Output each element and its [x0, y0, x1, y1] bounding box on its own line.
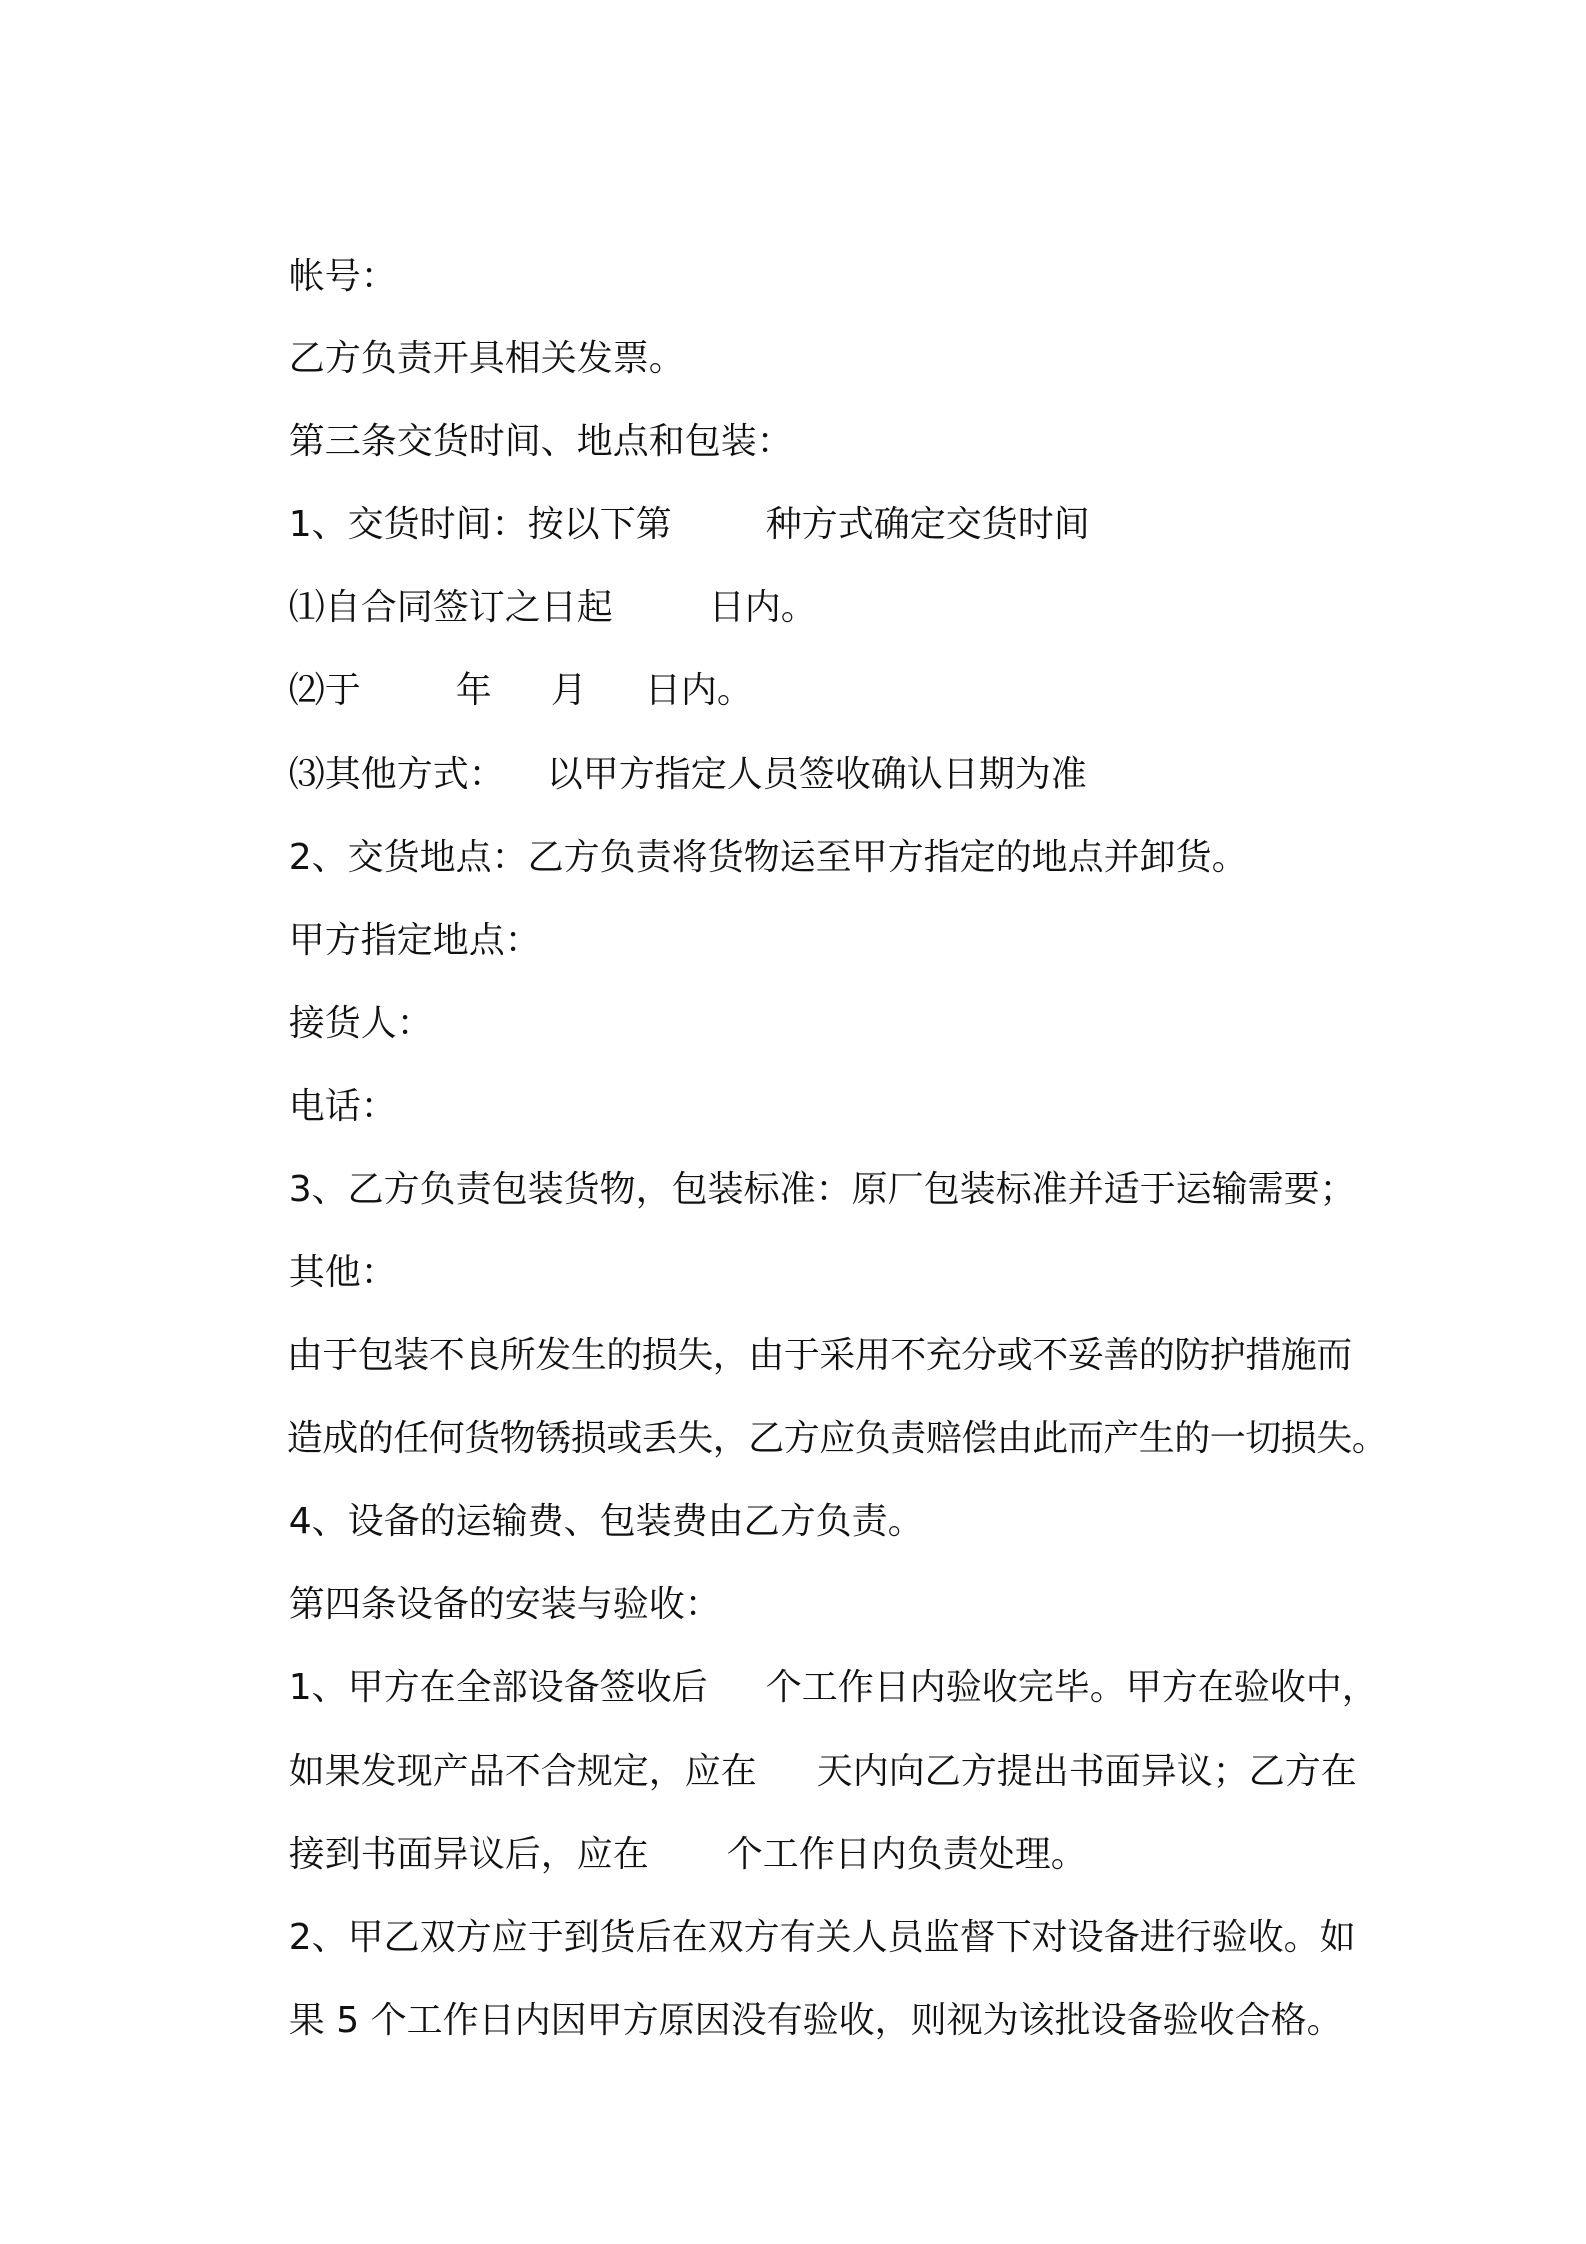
invoice-text: 乙方负责开具相关发票。: [288, 338, 685, 379]
receiver-label: 接货人：: [288, 1003, 433, 1044]
option-1-suffix: 日内。: [708, 587, 817, 628]
acceptance-3-prefix: 接到书面异议后，应在: [288, 1834, 649, 1875]
acceptance-1-prefix: 1、甲方在全部设备签收后: [288, 1667, 708, 1708]
option-3-prefix: ⑶其他方式：: [288, 754, 505, 795]
acceptance-2-prefix: 如果发现产品不合规定，应在: [288, 1751, 757, 1792]
delivery-time-suffix: 种方式确定交货时间: [765, 504, 1090, 545]
acceptance-1-suffix: 个工作日内验收完毕。甲方在验收中，: [765, 1667, 1378, 1708]
acceptance-2-suffix: 天内向乙方提出书面异议；乙方在: [816, 1751, 1357, 1792]
month-label: 月: [550, 670, 587, 711]
freight-text: 4、设备的运输费、包装费由乙方负责。: [288, 1501, 924, 1542]
option-2-suffix: 日内。: [644, 670, 753, 711]
delivery-time-prefix: 1、交货时间：按以下第: [288, 504, 672, 545]
acceptance-3-suffix: 个工作日内负责处理。: [726, 1834, 1087, 1875]
loss-text-1: 由于包装不良所发生的损失，由于采用不充分或不妥善的防护措施而: [286, 1335, 1352, 1376]
inspection-line-2: [243, 1949, 1343, 2093]
inspection-text-2: 果 5 个工作日内因甲方原因没有验收，则视为该批设备验收合格。: [288, 2000, 1343, 2041]
loss-text-2: 造成的任何货物锈损或丢失，乙方应负责赔偿由此而产生的一切损失。: [286, 1418, 1388, 1459]
article-4-title: 第四条设备的安装与验收：: [288, 1584, 721, 1625]
packaging-line: [243, 1118, 1356, 1262]
other-label: 其他：: [288, 1252, 397, 1293]
article-3-title: 第三条交货时间、地点和包装：: [288, 421, 793, 462]
delivery-place-text: 2、交货地点：乙方负责将货物运至甲方指定的地点并卸货。: [288, 837, 1248, 878]
option-2-prefix: ⑵于: [288, 670, 361, 711]
packaging-text: 3、乙方负责包装货物，包装标准：原厂包装标准并适于运输需要；: [288, 1169, 1356, 1210]
option-3-suffix: 以甲方指定人员签收确认日期为准: [546, 754, 1087, 795]
inspection-text-1: 2、甲乙双方应于到货后在双方有关人员监督下对设备进行验收。如: [288, 1917, 1356, 1958]
phone-label: 电话：: [288, 1086, 397, 1127]
year-label: 年: [455, 670, 492, 711]
designated-place-label: 甲方指定地点：: [288, 920, 541, 961]
account-label: 帐号：: [288, 256, 397, 297]
option-1-prefix: ⑴自合同签订之日起: [288, 587, 613, 628]
